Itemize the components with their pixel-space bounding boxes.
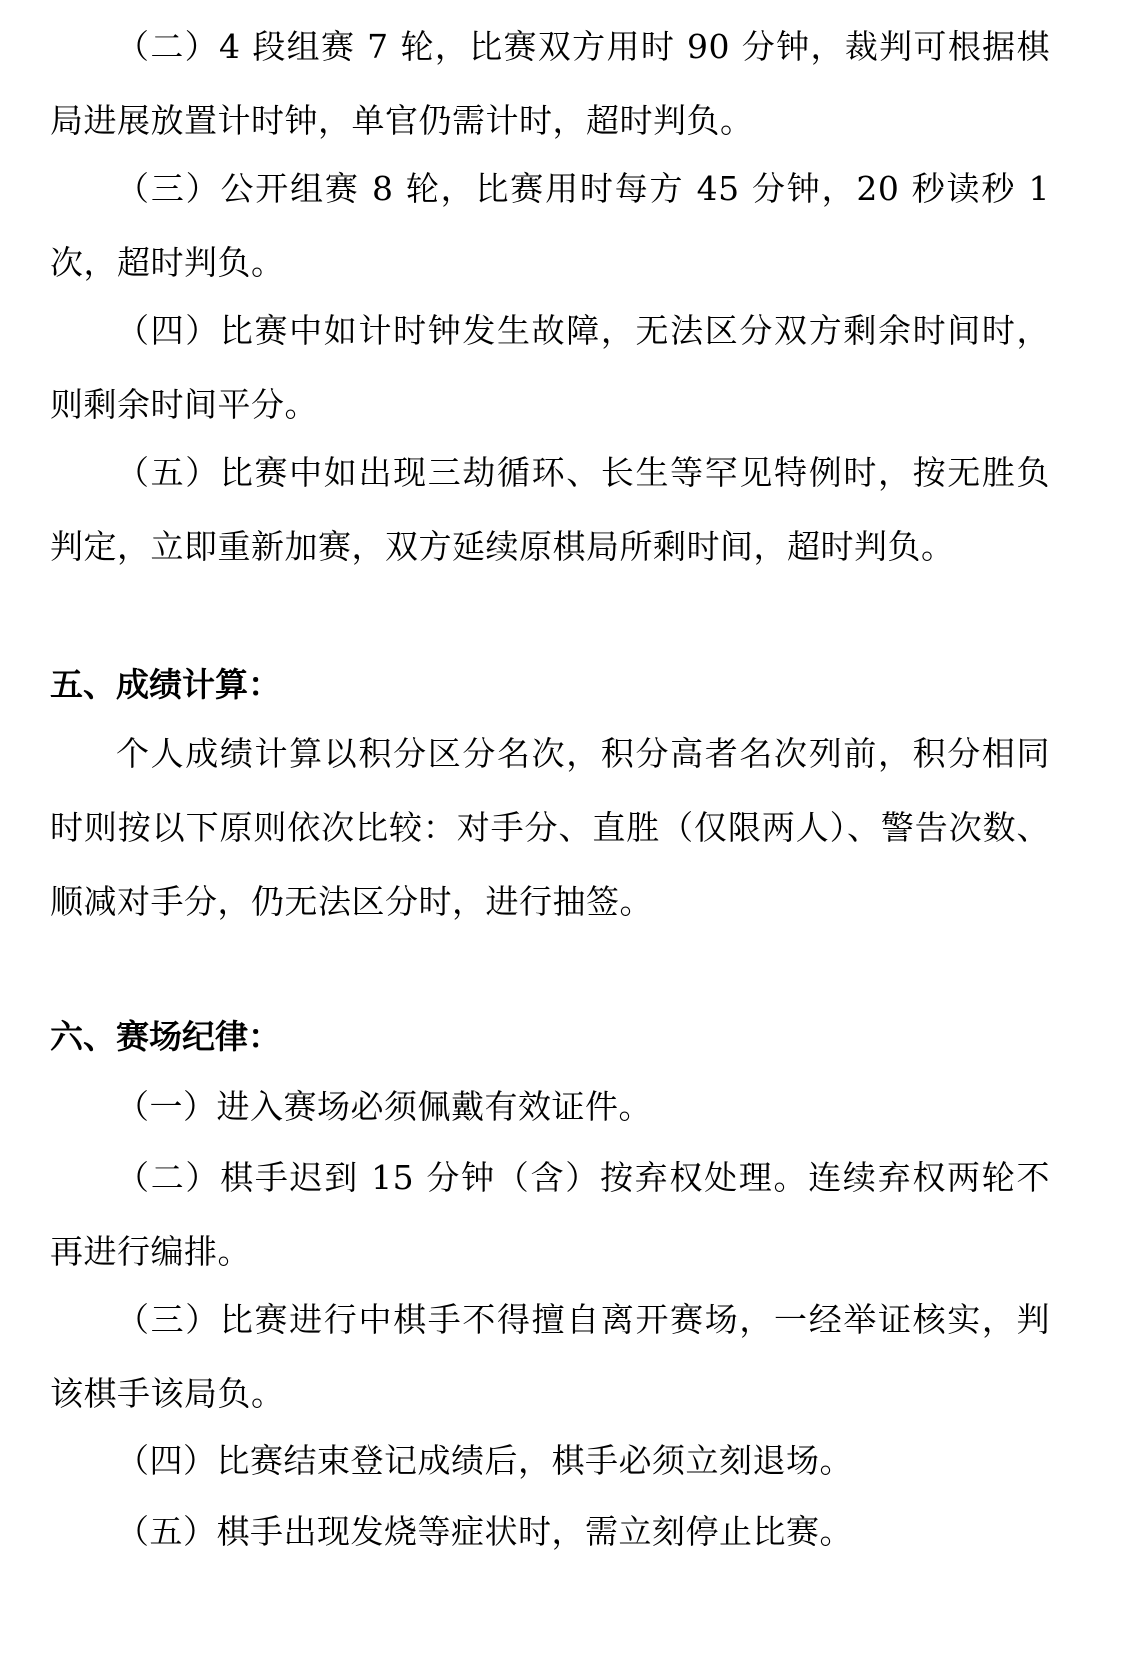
rule-item-2: （二）棋手迟到 15 分钟（含）按弃权处理。连续弃权两轮不再进行编排。: [50, 1158, 1050, 1271]
rule-item-4: （四）比赛结束登记成绩后，棋手必须立刻退场。: [116, 1441, 853, 1480]
paragraph-scoring: 个人成绩计算以积分区分名次，积分高者名次列前，积分相同时则按以下原则依次比较：对手分、直胜（仅限两人）、警告次数、顺减对手分，仍无法区分时，进行抽签。: [50, 734, 1050, 921]
paragraph-timing-5: （五）比赛中如出现三劫循环、长生等罕见特例时，按无胜负判定，立即重新加赛，双方延续原棋局所剩时间，超时判负。: [50, 453, 1050, 566]
section-heading-discipline: 六、赛场纪律：: [50, 1017, 281, 1056]
paragraph-timing-4: （四）比赛中如计时钟发生故障，无法区分双方剩余时间时，则剩余时间平分。: [50, 311, 1050, 424]
rule-item-1: （一）进入赛场必须佩戴有效证件。: [116, 1087, 652, 1126]
paragraph-timing-2: （二）4 段组赛 7 轮，比赛双方用时 90 分钟，裁判可根据棋局进展放置计时钟，单官仍需计时，超时判负。: [50, 27, 1050, 140]
paragraph-timing-3: （三）公开组赛 8 轮，比赛用时每方 45 分钟，20 秒读秒 1 次，超时判负。: [50, 169, 1050, 282]
rule-item-5: （五）棋手出现发烧等症状时，需立刻停止比赛。: [116, 1512, 853, 1551]
section-heading-scoring: 五、成绩计算：: [50, 665, 281, 704]
rule-item-3: （三）比赛进行中棋手不得擅自离开赛场，一经举证核实，判该棋手该局负。: [50, 1300, 1050, 1413]
